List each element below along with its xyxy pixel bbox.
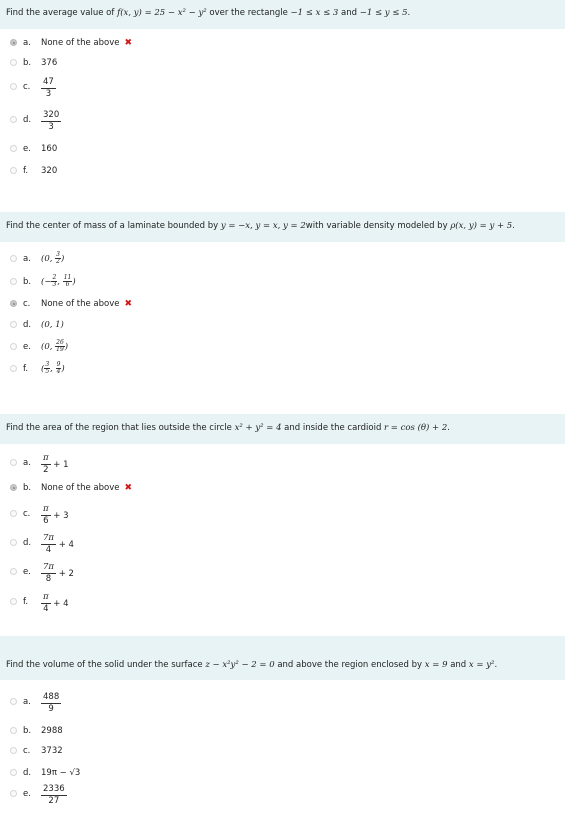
option-text (41, 504, 69, 527)
numerator: 11 (63, 274, 72, 281)
denominator: 6 (43, 516, 49, 526)
option-text (41, 252, 64, 265)
option-letter: c. (23, 82, 31, 92)
radio-button[interactable] (10, 698, 17, 705)
addend: + 4 (58, 540, 74, 550)
radio-button[interactable] (10, 790, 17, 797)
paren-close: ) (61, 364, 65, 374)
prompt-text: Find the volume of the solid under the surface (6, 660, 206, 670)
prompt-text: with variable density modeled by (305, 221, 451, 231)
option-letter: a. (23, 254, 31, 264)
prompt-text: . (494, 660, 498, 670)
radio-button[interactable] (10, 59, 17, 66)
option-text (41, 483, 132, 493)
paren-close: ) (64, 342, 69, 352)
option-letter: f. (23, 166, 29, 176)
comma: , (57, 277, 63, 287)
prompt-math: y = −x, y = x, y = 2 (220, 221, 306, 231)
option-letter: b. (23, 58, 32, 68)
option-text: 2988 (41, 726, 63, 736)
option-letter: e. (23, 567, 31, 577)
option-text (41, 533, 74, 556)
denominator: 19 (56, 346, 64, 353)
prompt-text: and (338, 8, 360, 18)
prompt-math: x² + y² = 4 (234, 423, 282, 433)
radio-button[interactable] (10, 278, 17, 285)
option-label: None of the above (41, 483, 120, 493)
denominator: 3 (45, 89, 52, 99)
prompt-text: . (407, 8, 411, 18)
option-letter: b. (23, 726, 32, 736)
prompt-math: −1 ≤ y ≤ 5 (359, 8, 408, 18)
addend: + 3 (53, 511, 69, 521)
option-text (41, 453, 69, 476)
prompt-math: x = 9 (424, 660, 448, 670)
denominator: 9 (48, 704, 54, 714)
question-2-prompt (6, 221, 515, 231)
option-text: 320 (41, 166, 58, 176)
question-3-options (0, 444, 565, 636)
option-letter: e. (23, 789, 31, 799)
denominator: 4 (45, 545, 52, 555)
radio-button[interactable] (10, 300, 17, 307)
radio-button[interactable] (10, 167, 17, 174)
paren-open: ( (41, 364, 45, 374)
denominator: 2 (56, 258, 60, 265)
option-letter: d. (23, 115, 32, 125)
radio-button[interactable] (10, 539, 17, 546)
option-text: 376 (41, 58, 58, 68)
radio-button[interactable] (10, 365, 17, 372)
addend: + 1 (53, 460, 69, 470)
option-letter: c. (23, 746, 31, 756)
option-letter: a. (23, 697, 31, 707)
fraction (41, 784, 67, 807)
prompt-math: f(x, y) = 25 − x² − y² (117, 8, 207, 18)
fraction (41, 562, 56, 585)
radio-button[interactable] (10, 727, 17, 734)
prompt-math: −1 ≤ x ≤ 3 (290, 8, 339, 18)
radio-button[interactable] (10, 83, 17, 90)
option-letter: b. (23, 483, 32, 493)
radio-button[interactable] (10, 459, 17, 466)
denominator: 5 (45, 368, 50, 375)
question-2-options (0, 242, 565, 414)
numerator: π (43, 453, 49, 463)
radio-button[interactable] (10, 510, 17, 517)
radio-button[interactable] (10, 484, 17, 491)
radio-button[interactable] (10, 598, 17, 605)
option-letter: b. (23, 277, 32, 287)
prompt-text: . (447, 423, 450, 433)
radio-button[interactable] (10, 769, 17, 776)
denominator: 8 (45, 574, 52, 584)
denominator: 4 (43, 604, 49, 614)
question-3-prompt (6, 423, 450, 433)
question-1-options (0, 29, 565, 212)
option-text (41, 38, 132, 48)
option-text (41, 275, 76, 288)
question-3-header (0, 414, 565, 444)
option-letter: a. (23, 38, 31, 48)
question-4-options (0, 680, 565, 815)
radio-button[interactable] (10, 39, 17, 46)
option-text: 19π − √3 (41, 768, 81, 778)
denominator: 4 (56, 368, 61, 375)
option-text (41, 110, 61, 133)
prompt-text: and inside the cardioid (281, 423, 385, 433)
option-letter: d. (23, 768, 32, 778)
question-1-prompt (6, 8, 410, 18)
denominator: 3 (52, 281, 57, 288)
fraction (41, 110, 61, 133)
question-1-header (0, 0, 565, 29)
numerator: 26 (56, 339, 64, 346)
numerator: 3 (56, 251, 60, 258)
option-letter: e. (23, 342, 31, 352)
fraction (63, 274, 76, 288)
numerator: π (43, 504, 49, 514)
question-2-header (0, 212, 565, 242)
fraction (41, 77, 56, 100)
prompt-math: ρ(x, y) = y + 5 (450, 221, 513, 231)
numerator: 9 (56, 361, 61, 368)
option-text (41, 784, 67, 807)
radio-button[interactable] (10, 116, 17, 123)
fraction (41, 592, 51, 615)
option-letter: f. (23, 364, 29, 374)
denominator: 6 (65, 281, 70, 288)
prompt-text: and (447, 660, 469, 670)
paren-close: ) (60, 254, 65, 264)
option-text (41, 692, 61, 715)
option-text (41, 362, 65, 375)
prompt-text: and above the region enclosed by (274, 660, 425, 670)
denominator: 27 (48, 796, 60, 806)
numerator: 488 (43, 692, 60, 702)
option-label: None of the above (41, 38, 120, 48)
prompt-math: x = y² (468, 660, 495, 670)
fraction (55, 340, 65, 353)
radio-button[interactable] (10, 747, 17, 754)
option-text (41, 592, 69, 615)
wrong-answer-icon: ✖ (124, 483, 133, 493)
paren-close: ) (72, 277, 76, 287)
option-text (41, 340, 68, 353)
option-letter: c. (23, 509, 31, 519)
numerator: π (43, 592, 49, 602)
addend: + 4 (53, 599, 69, 609)
paren-open: (0, (41, 254, 56, 264)
option-label: None of the above (41, 299, 120, 309)
fraction (41, 453, 51, 476)
option-letter: a. (23, 458, 31, 468)
radio-button[interactable] (10, 255, 17, 262)
numerator: 2 (52, 274, 57, 281)
addend: + 2 (58, 569, 74, 579)
option-text (41, 299, 132, 309)
denominator: 3 (48, 122, 54, 132)
option-text: 3732 (41, 746, 63, 756)
option-letter: e. (23, 144, 31, 154)
option-letter: c. (23, 299, 31, 309)
question-4-prompt (6, 660, 497, 670)
numerator: 2336 (43, 784, 65, 794)
radio-button[interactable] (10, 145, 17, 152)
paren-open: (0, (41, 342, 56, 352)
question-4-header (0, 636, 565, 680)
numerator: 7π (43, 533, 54, 543)
prompt-text: Find the center of mass of a laminate bounded by (6, 221, 221, 231)
radio-button[interactable] (10, 568, 17, 575)
prompt-text: Find the average value of (6, 8, 118, 18)
prompt-text: . (512, 221, 515, 231)
radio-button[interactable] (10, 321, 17, 328)
option-letter: d. (23, 320, 32, 330)
denominator: 2 (43, 465, 49, 475)
option-letter: f. (23, 597, 29, 607)
numerator: 320 (43, 110, 60, 120)
option-text (41, 562, 74, 585)
prompt-math: z − x²y² − 2 = 0 (205, 660, 275, 670)
fraction (41, 533, 56, 556)
numerator: 47 (43, 77, 54, 87)
option-letter: d. (23, 538, 32, 548)
fraction (41, 504, 51, 527)
radio-button[interactable] (10, 343, 17, 350)
prompt-text: over the rectangle (206, 8, 291, 18)
option-text (41, 77, 56, 100)
prompt-text: Find the area of the region that lies outside the circle (6, 423, 235, 433)
option-text: (0, 1) (41, 320, 64, 330)
option-text: 160 (41, 144, 58, 154)
wrong-answer-icon: ✖ (124, 38, 133, 48)
prompt-math: r = cos (θ) + 2 (384, 423, 448, 433)
numerator: 3 (45, 361, 50, 368)
paren-open: (− (41, 277, 52, 287)
comma: , (50, 364, 56, 374)
wrong-answer-icon: ✖ (124, 299, 133, 309)
fraction (41, 692, 61, 715)
numerator: 7π (43, 562, 54, 572)
